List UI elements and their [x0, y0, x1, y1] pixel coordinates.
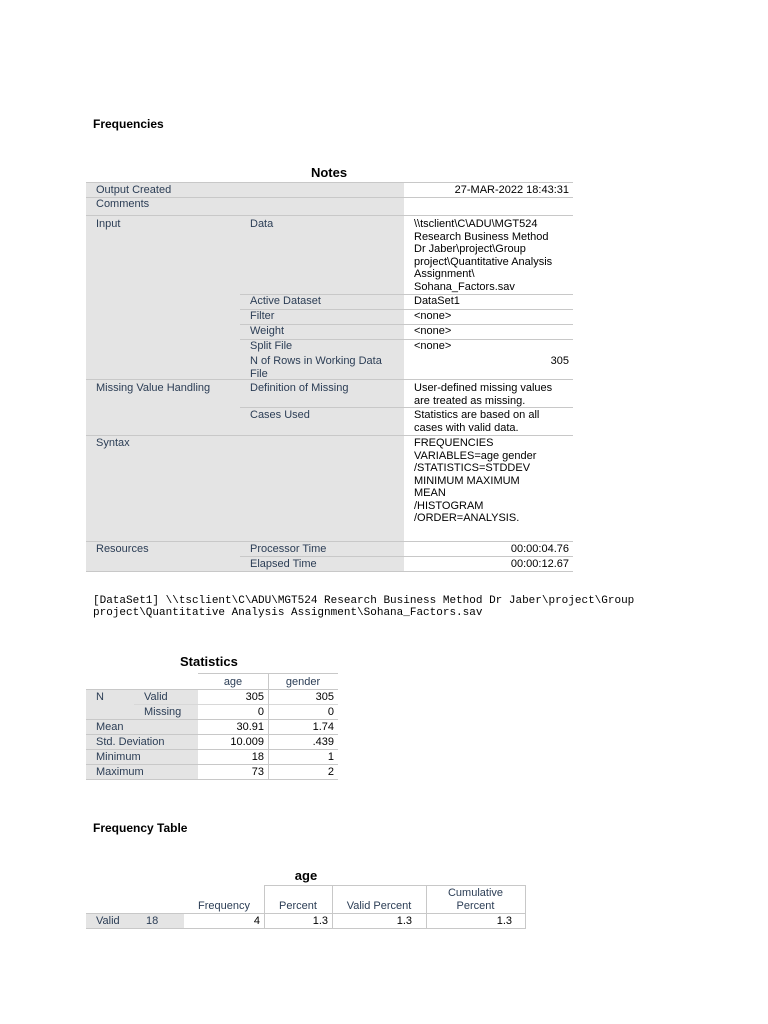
data-value: \\tsclient\C\ADU\MGT524 Research Business Method Dr Jaber\project\Group project\Quantitative Analysis Assignment\ Sohana_Factors.sav	[414, 218, 553, 293]
frequency-table-heading: Frequency Table	[93, 821, 188, 835]
output-created-value: 27-MAR-2022 18:43:31	[454, 184, 569, 196]
age-frequency-value: 4	[253, 915, 260, 927]
comments-label: Comments	[96, 198, 150, 210]
statistics-valid-age: 305	[245, 691, 264, 703]
statistics-valid-label: Valid	[144, 691, 168, 703]
age-col-percent: Percent	[279, 900, 317, 912]
statistics-n-label: N	[96, 691, 104, 703]
statistics-max-label: Maximum	[96, 766, 144, 778]
missing-value-handling-label: Missing Value Handling	[96, 382, 211, 394]
age-frequency-table	[86, 885, 526, 929]
statistics-missing-label: Missing	[144, 706, 182, 718]
statistics-table	[86, 673, 338, 780]
processor-time-label: Processor Time	[250, 543, 327, 555]
resources-label: Resources	[96, 543, 149, 555]
age-table-title: age	[294, 868, 318, 883]
filter-value: <none>	[414, 310, 452, 322]
split-file-value: <none>	[414, 340, 452, 352]
notes-title: Notes	[310, 165, 348, 180]
split-file-label: Split File	[250, 340, 293, 352]
statistics-mean-age: 30.91	[236, 721, 264, 733]
statistics-max-age: 73	[251, 766, 264, 778]
age-col-cumulative-percent: Cumulative Percent	[447, 887, 504, 912]
active-dataset-label: Active Dataset	[250, 295, 321, 307]
statistics-valid-gender: 305	[315, 691, 334, 703]
output-created-label: Output Created	[96, 184, 172, 196]
age-percent-value: 1.3	[312, 915, 328, 927]
statistics-min-gender: 1	[327, 751, 334, 763]
statistics-title: Statistics	[180, 654, 238, 669]
active-dataset-value: DataSet1	[414, 295, 460, 307]
statistics-max-gender: 2	[327, 766, 334, 778]
statistics-min-label: Minimum	[96, 751, 141, 763]
input-label: Input	[96, 218, 121, 230]
age-col-frequency: Frequency	[198, 900, 250, 912]
n-rows-label: N of Rows in Working Data File	[250, 355, 382, 380]
age-row-value: 18	[146, 915, 159, 927]
syntax-value: FREQUENCIES VARIABLES=age gender /STATISTICS=STDDEV MINIMUM MAXIMUM MEAN /HISTOGRAM /ORDER=ANALYSIS.	[414, 437, 537, 524]
dataset-path-line: [DataSet1] \\tsclient\C\ADU\MGT524 Research Business Method Dr Jaber\project\Group project\Quantitative Analysis Assignment\Sohana_Factors.sav	[93, 595, 635, 619]
weight-label: Weight	[250, 325, 285, 337]
age-row-valid-label: Valid	[96, 915, 120, 927]
statistics-missing-age: 0	[257, 706, 264, 718]
elapsed-time-label: Elapsed Time	[250, 558, 317, 570]
age-cumulative-percent-value: 1.3	[496, 915, 512, 927]
filter-label: Filter	[250, 310, 275, 322]
cases-used-value: Statistics are based on all cases with valid data.	[414, 409, 540, 434]
statistics-col-gender: gender	[285, 676, 321, 688]
syntax-label: Syntax	[96, 437, 130, 449]
n-rows-value: 305	[550, 355, 569, 367]
statistics-std-gender: .439	[312, 736, 334, 748]
statistics-std-label: Std. Deviation	[96, 736, 165, 748]
statistics-std-age: 10.009	[230, 736, 264, 748]
statistics-min-age: 18	[251, 751, 264, 763]
age-valid-percent-value: 1.3	[396, 915, 412, 927]
statistics-missing-gender: 0	[327, 706, 334, 718]
frequencies-heading: Frequencies	[93, 117, 164, 131]
weight-value: <none>	[414, 325, 452, 337]
statistics-col-age: age	[223, 676, 243, 688]
definition-of-missing-label: Definition of Missing	[250, 382, 349, 394]
processor-time-value: 00:00:04.76	[510, 543, 569, 555]
age-col-valid-percent: Valid Percent	[346, 900, 412, 912]
elapsed-time-value: 00:00:12.67	[510, 558, 569, 570]
data-label: Data	[250, 218, 274, 230]
statistics-mean-label: Mean	[96, 721, 124, 733]
notes-table	[86, 182, 573, 572]
definition-of-missing-value: User-defined missing values are treated as missing.	[414, 382, 553, 407]
cases-used-label: Cases Used	[250, 409, 310, 421]
statistics-mean-gender: 1.74	[312, 721, 334, 733]
